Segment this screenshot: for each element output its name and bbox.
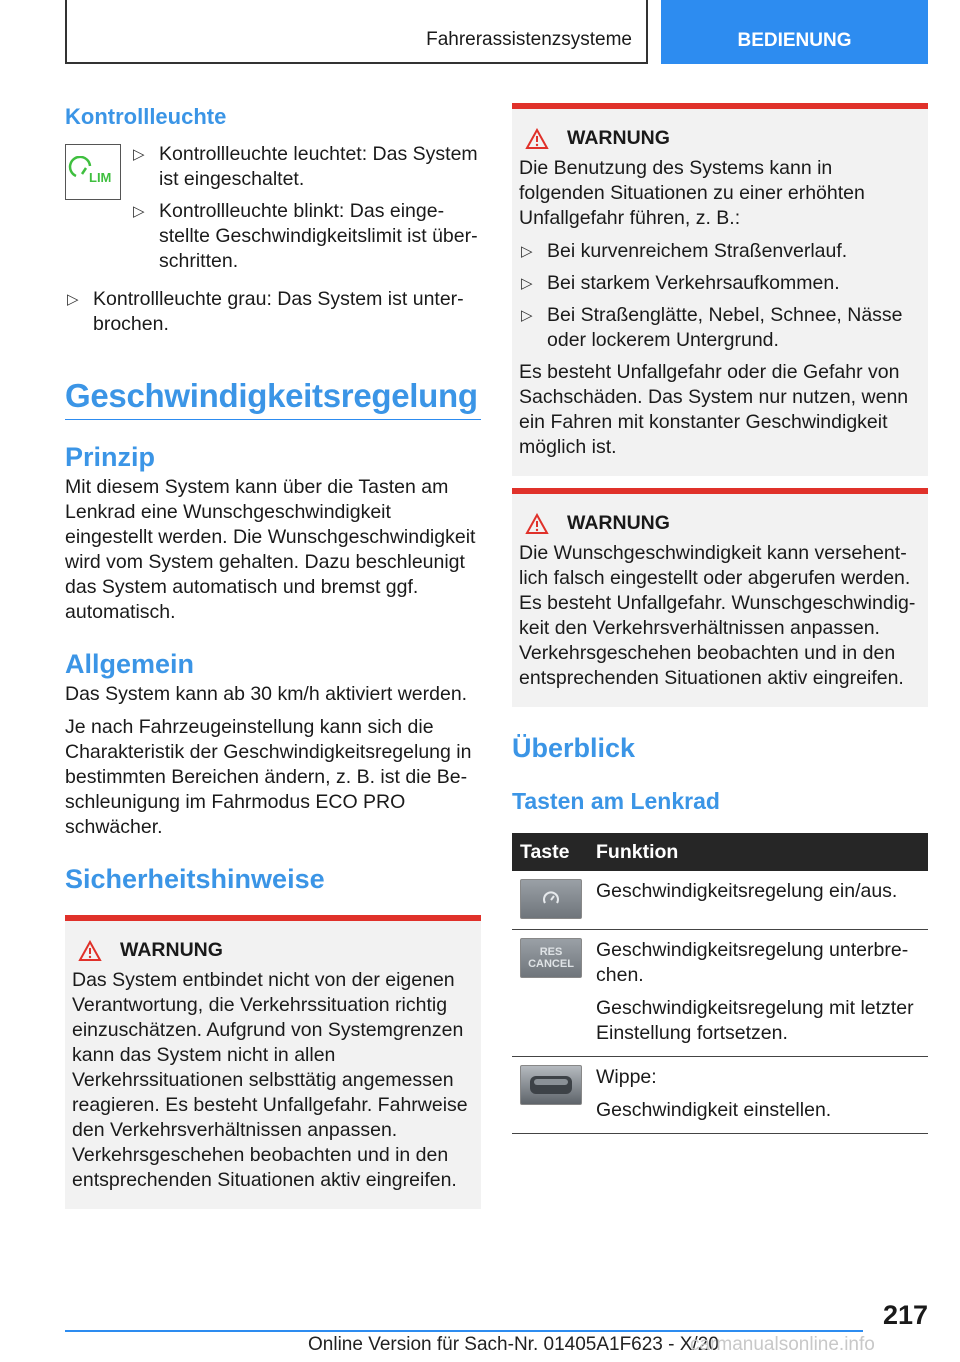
warning-list [519, 239, 921, 353]
table-cell-taste [512, 1057, 588, 1134]
warning-triangle-icon [519, 513, 567, 535]
kontrollleuchte-grey-list [65, 287, 481, 337]
warning-label: WARNUNG [567, 127, 670, 149]
kontrollleuchte-list [131, 142, 481, 281]
allgemein-heading: Allgemein [65, 649, 195, 679]
table-cell-funktion [588, 1057, 928, 1134]
prinzip-text: Mit diesem System kann über die Tasten am Lenkrad eine Wunschgeschwindigkeit eingestellt werden. Die Wunschgeschwindigkeit wird vom System gehalten. Dazu beschleunigt das System automatisch und bremst ggf. automatisch. [65, 476, 476, 623]
sicherheitshinweise-heading: Sicherheitshinweise [65, 864, 325, 894]
warning-box [512, 103, 928, 476]
right-column [512, 103, 928, 1134]
list-item: ▷ Kontrollleuchte leuchtet: Das System ist eingeschaltet. [131, 142, 481, 192]
table-cell-text: Geschwindigkeitsregelung mit letzter Einstellung fortsetzen. [596, 997, 914, 1044]
table-cell-text: Geschwindigkeit einstellen. [596, 1099, 832, 1121]
cancel-label: CANCEL [528, 958, 574, 970]
warning-intro: Die Benutzung des Systems kann in folgenden Situationen zu einer erhöhten Unfallgefahr führen, z. B.: [519, 157, 865, 229]
list-item: ▷ Bei kurvenreichem Straßenverlauf. [519, 239, 921, 264]
table-row [512, 1057, 928, 1134]
footer-watermark: carmanualsonline.info [690, 1334, 875, 1355]
list-item: ▷ Bei starkem Verkehrsaufkommen. [519, 271, 921, 296]
cruise-control-button-icon [520, 879, 582, 919]
table-cell-text: Wippe: [596, 1066, 657, 1088]
kontrollleuchte-block [65, 142, 481, 281]
warning-box [65, 915, 481, 1209]
allgemein-text-2: Je nach Fahrzeugeinstellung kann sich die Charakteristik der Geschwindigkeitsregelung in bestimmten Bereichen ändern, z. B. ist die Beschleunigung im Fahrmodus ECO PRO schwächer. [65, 716, 472, 838]
header-section-title: Fahrerassistenzsysteme [426, 29, 632, 50]
warning-outro: Es besteht Unfallgefahr oder die Gefahr von Sachschäden. Das System nur nutzen, wenn ein Fahren mit konstanter Geschwindigkeit möglich ist. [519, 361, 909, 458]
warning-label: WARNUNG [567, 512, 670, 534]
table-cell-funktion [588, 930, 928, 1057]
list-item: ▷ Bei Straßenglätte, Nebel, Schnee, Nässe oder lockerem Untergrund. [519, 303, 921, 353]
tasten-heading: Tasten am Lenkrad [512, 788, 720, 814]
warning-text: Die Wunschgeschwindigkeit kann versehentlich falsch eingestellt oder abgerufen werden. Es besteht Unfallgefahr. Wunschgeschwindigkeit den Verkehrsverhältnissen anpassen. Verkehrsgeschehen beobachten und in den entsprechenden Situationen aktiv eingreifen. [519, 542, 916, 689]
header-tab: BEDIENUNG [661, 0, 928, 64]
warning-title [519, 127, 921, 150]
allgemein-text-1: Das System kann ab 30 km/h aktiviert werden. [65, 683, 468, 705]
warning-triangle-icon [519, 128, 567, 150]
table-row [512, 871, 928, 930]
header-section-box [65, 0, 648, 64]
warning-text: Das System entbindet nicht von der eigenen Verantwortung, die Verkehrssituation richtig einzuschätzen. Aufgrund von Systemgrenzen kann das System nicht in allen Verkehrssituationen selbsttätig angemessen reagieren. Es besteht Unfallgefahr. Fahrweise den Verkehrsverhältnissen anpassen. Verkehrsgeschehen beobachten und in den entsprechenden Situationen aktiv eingreifen. [72, 969, 468, 1191]
res-cancel-button-icon [520, 938, 582, 978]
warning-label: WARNUNG [120, 939, 223, 961]
rocker-switch-icon [520, 1065, 582, 1105]
table-cell-text: Geschwindigkeitsregelung unterbrechen. [596, 939, 909, 986]
table-cell-taste [512, 930, 588, 1057]
table-row [512, 930, 928, 1057]
lim-indicator-icon [65, 144, 121, 200]
footer-online-version: Online Version für Sach-Nr. 01405A1F623 - X/20 [308, 1334, 719, 1355]
kontrollleuchte-heading: Kontrollleuchte [65, 104, 227, 129]
left-column [65, 104, 481, 1209]
ueberblick-heading: Überblick [512, 733, 636, 763]
warning-triangle-icon [72, 940, 120, 962]
warning-box [512, 488, 928, 707]
prinzip-heading: Prinzip [65, 442, 156, 472]
page-number: 217 [882, 1300, 928, 1330]
list-item: ▷ Kontrollleuchte grau: Das System ist unterbrochen. [65, 287, 481, 337]
table-cell-taste [512, 871, 588, 930]
list-item: ▷ Kontrollleuchte blinkt: Das eingestellte Geschwindigkeitslimit ist überschritten. [131, 199, 481, 274]
table-header-taste: Taste [512, 833, 588, 871]
table-header-funktion: Funktion [588, 833, 928, 871]
lim-icon-label: LIM [89, 170, 112, 185]
footer-rule [65, 1330, 863, 1332]
warning-title [519, 512, 921, 535]
warning-title [72, 939, 474, 962]
table-cell-text: Geschwindigkeitsregelung ein/aus. [596, 880, 898, 902]
table-cell-funktion [588, 871, 928, 930]
main-title-rule [65, 377, 481, 420]
res-label: RES [539, 946, 563, 958]
keys-table [512, 833, 928, 1134]
page-title: Geschwindigkeitsregelung [65, 377, 478, 414]
